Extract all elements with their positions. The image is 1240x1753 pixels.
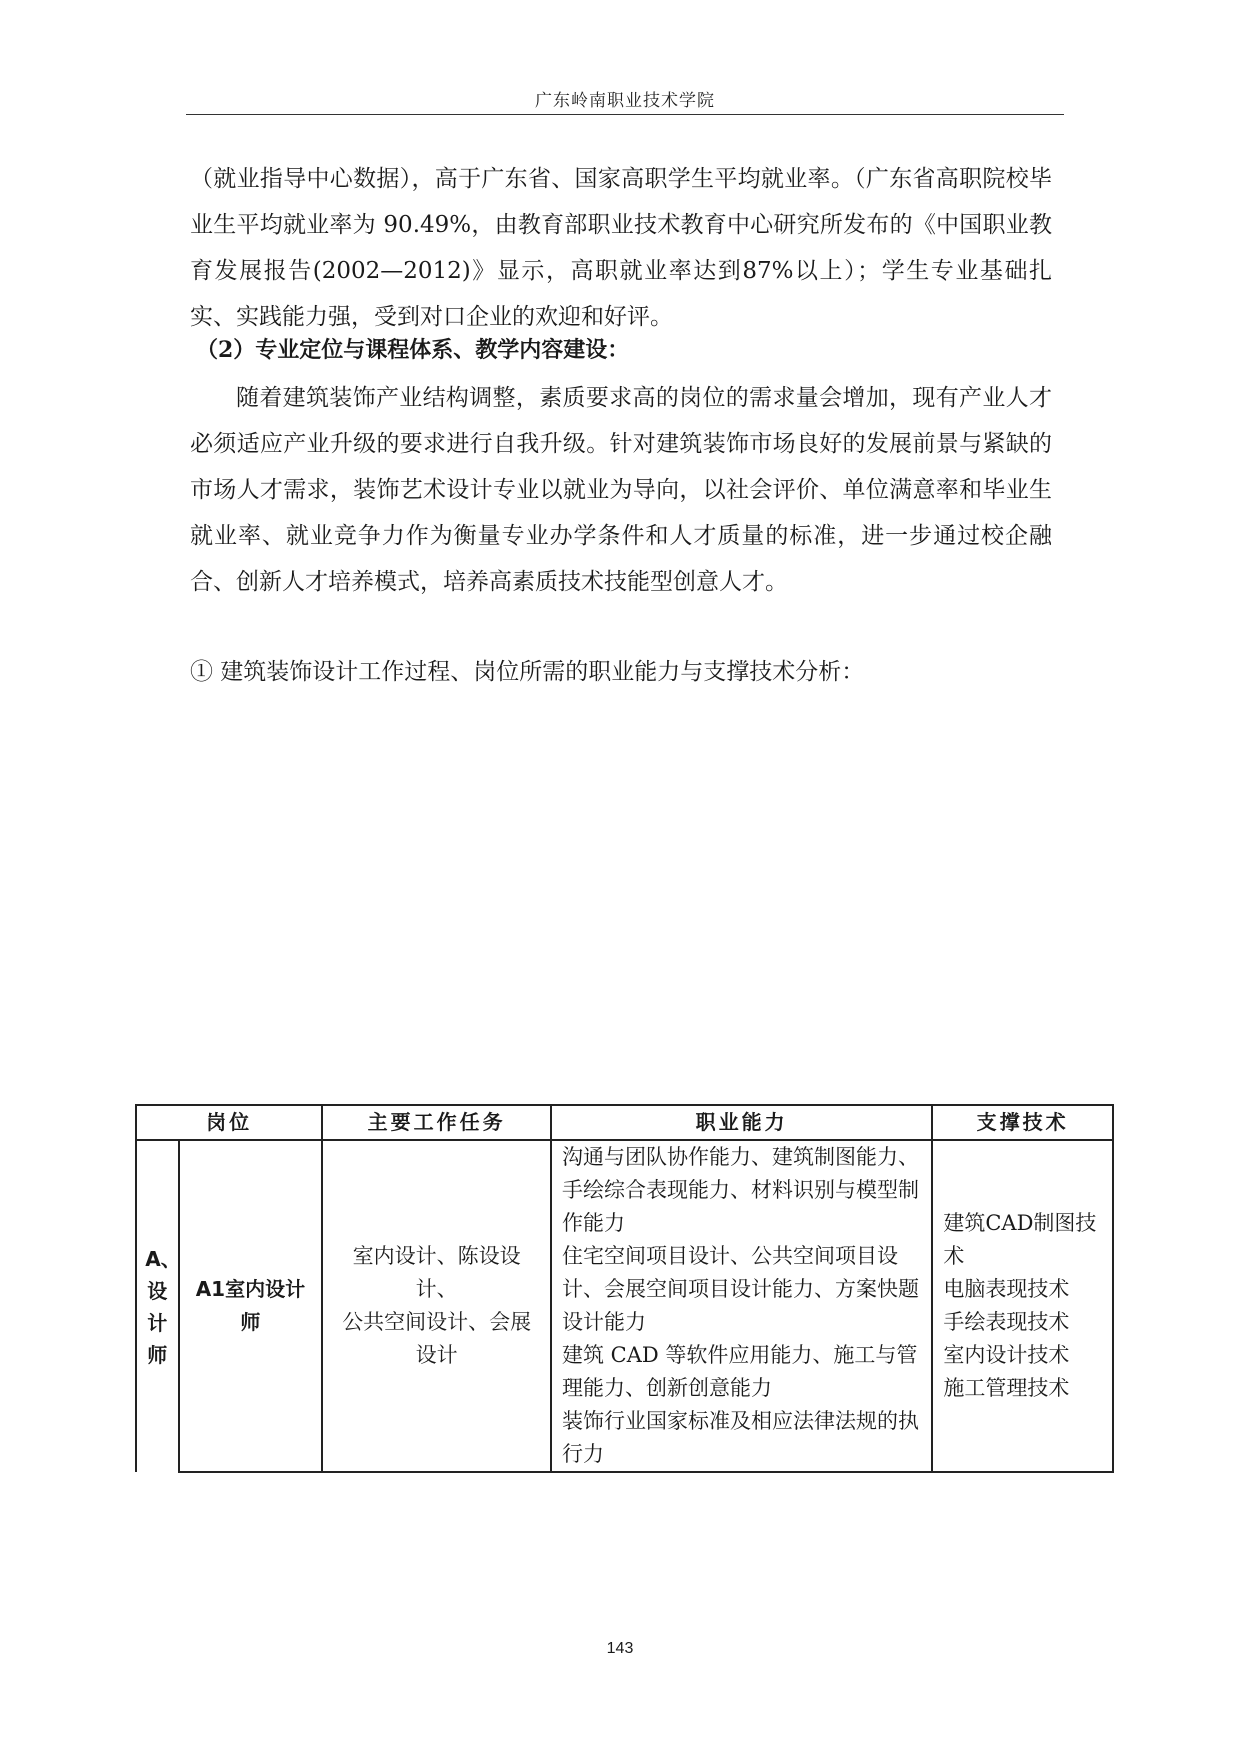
- header-tech: 支撑技术: [932, 1105, 1113, 1140]
- ability-line: 装饰行业国家标准及相应法律法规的执行力: [561, 1409, 919, 1466]
- job-analysis-table: [135, 1104, 1114, 1473]
- role-cell: A1室内设计师: [179, 1140, 323, 1472]
- table-header-row: [136, 1105, 1113, 1140]
- header-post: 岗位: [136, 1105, 322, 1140]
- tech-line: 电脑表现技术: [943, 1277, 1070, 1301]
- task-line: 室内设计、陈设设计、: [352, 1244, 521, 1301]
- header-ability: 职业能力: [551, 1105, 932, 1140]
- task-line: 公共空间设计、会展设计: [342, 1310, 532, 1367]
- ability-cell: [551, 1140, 932, 1472]
- ability-line: 建筑 CAD 等软件应用能力、施工与管理能力、创新创意能力: [561, 1343, 918, 1400]
- tech-line: 手绘表现技术: [943, 1310, 1070, 1334]
- list-item-analysis: ① 建筑装饰设计工作过程、岗位所需的职业能力与支撑技术分析：: [190, 659, 865, 685]
- ability-line: 住宅空间项目设计、公共空间项目设计、会展空间项目设计能力、方案快题设计能力: [561, 1244, 919, 1334]
- paragraph-positioning: 随着建筑装饰产业结构调整，素质要求高的岗位的需求量会增加，现有产业人才必须适应产业升级的要求进行自我升级。针对建筑装饰市场良好的发展前景与紧缺的市场人才需求，装饰艺术设计专业以就业为导向，以社会评价、单位满意率和毕业生就业率、就业竞争力作为衡量专业办学条件和人才质量的标准，进一步通过校企融合、创新人才培养模式，培养高素质技术技能型创意人才。: [190, 385, 1052, 595]
- category-cell: [136, 1140, 179, 1472]
- ability-line: 沟通与团队协作能力、建筑制图能力、手绘综合表现能力、材料识别与模型制作能力: [561, 1145, 919, 1235]
- category-label: A、设计师: [145, 1246, 181, 1367]
- tech-cell: [932, 1140, 1113, 1472]
- tasks-cell: [322, 1140, 551, 1472]
- page-header-title: 广东岭南职业技术学院: [535, 91, 715, 111]
- section-heading: （2）专业定位与课程体系、教学内容建设：: [196, 337, 630, 363]
- header-divider: [186, 114, 1064, 115]
- tech-line: 室内设计技术: [943, 1343, 1070, 1367]
- tech-line: 建筑CAD制图技术: [943, 1211, 1097, 1268]
- table-row: [136, 1140, 1113, 1472]
- header-tasks: 主要工作任务: [322, 1105, 551, 1140]
- page-number: 143: [606, 1640, 634, 1657]
- paragraph-employment: （就业指导中心数据），高于广东省、国家高职学生平均就业率。（广东省高职院校毕业生平均就业率为 90.49%，由教育部职业技术教育中心研究所发布的《中国职业教育发展报告(2002—2012)》显示，高职就业率达到87%以上）；学生专业基础扎实、实践能力强，受到对口企业的欢迎和好评。: [190, 166, 1052, 330]
- tech-line: 施工管理技术: [943, 1376, 1070, 1400]
